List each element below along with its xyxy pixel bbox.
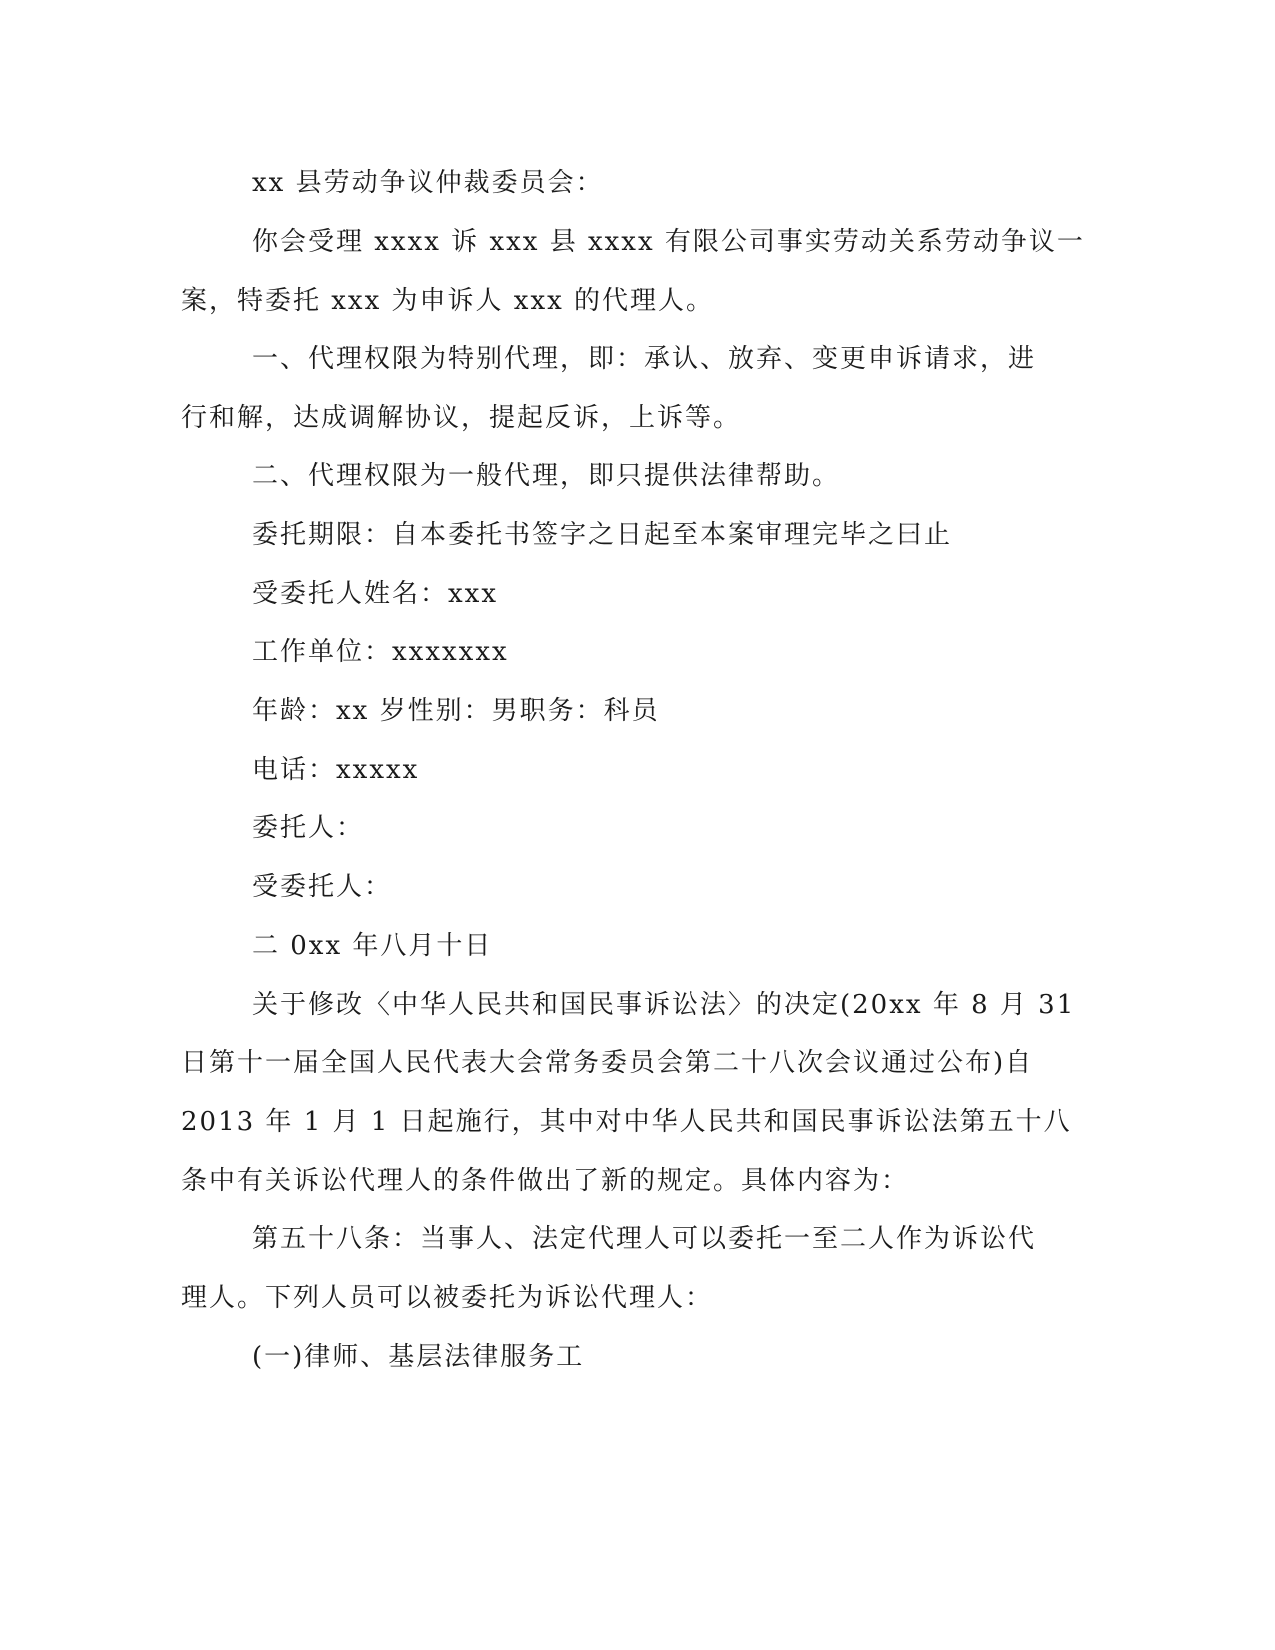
law-paragraph-line-4: 条中有关诉讼代理人的条件做出了新的规定。具体内容为： — [181, 1166, 910, 1196]
agent-signature-line: 受委托人： — [252, 872, 393, 902]
special-agency-line-2: 行和解，达成调解协议，提起反诉，上诉等。 — [181, 403, 742, 433]
principal-signature-line: 委托人： — [252, 813, 365, 843]
general-agency-line: 二、代理权限为一般代理，即只提供法律帮助。 — [252, 461, 841, 491]
law-paragraph-line-3: 2013 年 1 月 1 日起施行，其中对中华人民共和国民事诉讼法第五十八 — [181, 1107, 1072, 1137]
phone-line: 电话：xxxxx — [252, 755, 420, 785]
body-paragraph-1-line-2: 案，特委托 xxx 为申诉人 xxx 的代理人。 — [181, 286, 715, 316]
agent-name-line: 受委托人姓名：xxx — [252, 579, 498, 609]
recipient-line: xx 县劳动争议仲裁委员会： — [252, 168, 604, 198]
article-58-item-1: (一)律师、基层法律服务工 — [252, 1342, 585, 1372]
law-paragraph-line-1: 关于修改〈中华人民共和国民事诉讼法〉的决定(20xx 年 8 月 31 — [252, 990, 1076, 1020]
article-58-line-1: 第五十八条：当事人、法定代理人可以委托一至二人作为诉讼代 — [252, 1224, 1037, 1254]
age-gender-title-line: 年龄：xx 岁性别：男职务：科员 — [252, 696, 660, 726]
article-58-line-2: 理人。下列人员可以被委托为诉讼代理人： — [181, 1283, 714, 1313]
special-agency-line-1: 一、代理权限为特别代理，即：承认、放弃、变更申诉请求，进 — [252, 344, 1037, 374]
law-paragraph-line-2: 日第十一届全国人民代表大会常务委员会第二十八次会议通过公布)自 — [181, 1048, 1034, 1078]
date-line: 二 0xx 年八月十日 — [252, 931, 493, 961]
entrust-period-line: 委托期限：自本委托书签字之日起至本案审理完毕之曰止 — [252, 520, 953, 550]
body-paragraph-1-line-1: 你会受理 xxxx 诉 xxx 县 xxxx 有限公司事实劳动关系劳动争议一 — [252, 227, 1085, 257]
work-unit-line: 工作单位：xxxxxxx — [252, 637, 509, 667]
